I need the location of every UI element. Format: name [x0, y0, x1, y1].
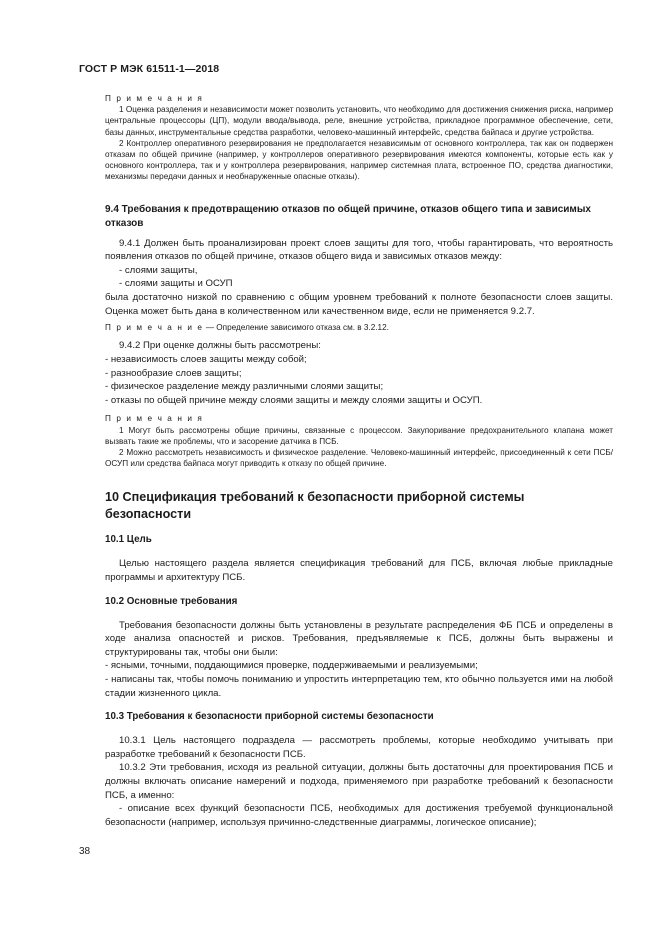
- subsection-heading-10-3: 10.3 Требования к безопасности приборной системы безопасности: [105, 711, 434, 723]
- list-item: - разнообразие слоев защиты;: [105, 367, 242, 379]
- document-header: ГОСТ Р МЭК 61511-1—2018: [79, 63, 220, 75]
- section-heading-10: 10 Спецификация требований к безопасности приборной системы безопасности: [105, 490, 525, 522]
- note-paragraph: 1 Оценка разделения и независимости может позволить установить, что необходимо для достижения снижения риска, например центральные процессоры (ЦП), модули ввода/вывода, реле, внешние устройства, прикладное программное обеспечение, сети, базы данных, инструментальные средства разработки, человеко-машинный интерфейс, средства байпаса и другие устройства.: [105, 105, 613, 137]
- paragraph-10-2: Требования безопасности должны быть установлены в результате распределения ФБ ПСБ и определены в ходе анализа опасностей и рисков. Требования, предъявляемые к ПСБ, должны быть выражены и структурированы так, чтобы они были:: [105, 619, 613, 658]
- paragraph-continuation: была достаточно низкой по сравнению с общим уровнем требований к полноте безопасности слоев защиты. Оценка может быть дана в количественном или качественном виде, если не применяется 9.2.7.: [105, 292, 613, 317]
- inline-note: [105, 322, 613, 333]
- notes-title: П р и м е ч а н и я: [105, 94, 204, 103]
- section-heading-9-4: 9.4 Требования к предотвращению отказов по общей причине, отказов общего типа и зависимых отказов: [105, 203, 591, 229]
- list-item: - слоями защиты,: [119, 264, 198, 276]
- paragraph-9-4-1: 9.4.1 Должен быть проанализирован проект слоев защиты для того, чтобы гарантировать, что вероятность появления отказов по общей причине, отказов общего вида и зависимых отказов между:: [105, 237, 613, 263]
- paragraph-10-3-1: 10.3.1 Цель настоящего подраздела — рассмотреть проблемы, которые необходимо учитывать при разработке требований к безопасности ПСБ.: [105, 735, 613, 760]
- paragraph-10-3-2: 10.3.2 Эти требования, исходя из реальной ситуации, должны быть достаточны для проектирования ПСБ и должны включать описание намерений и подхода, применяемого при разработке требований к безопасности ПСБ, а именно:: [105, 762, 613, 801]
- subsection-heading-10-2: 10.2 Основные требования: [105, 595, 238, 607]
- note-paragraph: 1 Могут быть рассмотрены общие причины, связанные с процессом. Закупоривание предохранительного клапана может вызвать такие же проблемы, что и засорение датчика в ПСБ.: [105, 425, 613, 446]
- list-item: - независимость слоев защиты между собой;: [105, 353, 307, 365]
- note-text: — Определение зависимого отказа см. в 3.2.12.: [203, 323, 389, 333]
- list-item: - физическое разделение между различными слоями защиты;: [105, 381, 384, 393]
- note-paragraph: 2 Можно рассмотреть независимость и физическое разделение. Человеко-машинный интерфейс, присоединенный к сети ПСБ/ОСУП или средства байпаса могут приводить к отказу по общей причине.: [105, 447, 613, 469]
- list-item: - описание всех функций безопасности ПСБ, необходимых для достижения требуемой функциональной безопасности (например, используя причинно-следственные диаграммы, логическое описание);: [105, 803, 613, 828]
- list-item: - ясными, точными, поддающимися проверке, поддерживаемыми и реализуемыми;: [105, 660, 478, 672]
- page-number: 38: [79, 846, 91, 857]
- paragraph-10-1: Целью настоящего раздела является спецификация требований для ПСБ, включая любые прикладные программы и архитектуру ПСБ.: [105, 558, 613, 583]
- list-item: - написаны так, чтобы помочь пониманию и упростить интерпретацию тем, кто обычно пользуется ими на любой стадии жизненного цикла.: [105, 673, 613, 699]
- notes-title: П р и м е ч а н и я: [105, 414, 204, 424]
- list-item: - слоями защиты и ОСУП: [119, 278, 233, 290]
- note-label: П р и м е ч а н и е: [105, 323, 204, 333]
- page-content: [105, 93, 613, 829]
- subsection-heading-10-1: 10.1 Цель: [105, 534, 152, 546]
- paragraph-9-4-2: 9.4.2 При оценке должны быть рассмотрены:: [119, 340, 321, 352]
- note-paragraph: 2 Контроллер оперативного резервирования не предполагается независимым от основного контроллера, так как он подвержен отказам по общей причине (например, у контроллеров оперативного резервирования имеются компоненты, которые есть как у основного контроллера, так и у контроллера резервирования, например системная плата, встроенное ПО, средства диагностики, механизмы передачи данных и необнаруженные опасные отказы).: [105, 138, 613, 182]
- list-item: - отказы по общей причине между слоями защиты и между слоями защиты и ОСУП.: [105, 394, 483, 406]
